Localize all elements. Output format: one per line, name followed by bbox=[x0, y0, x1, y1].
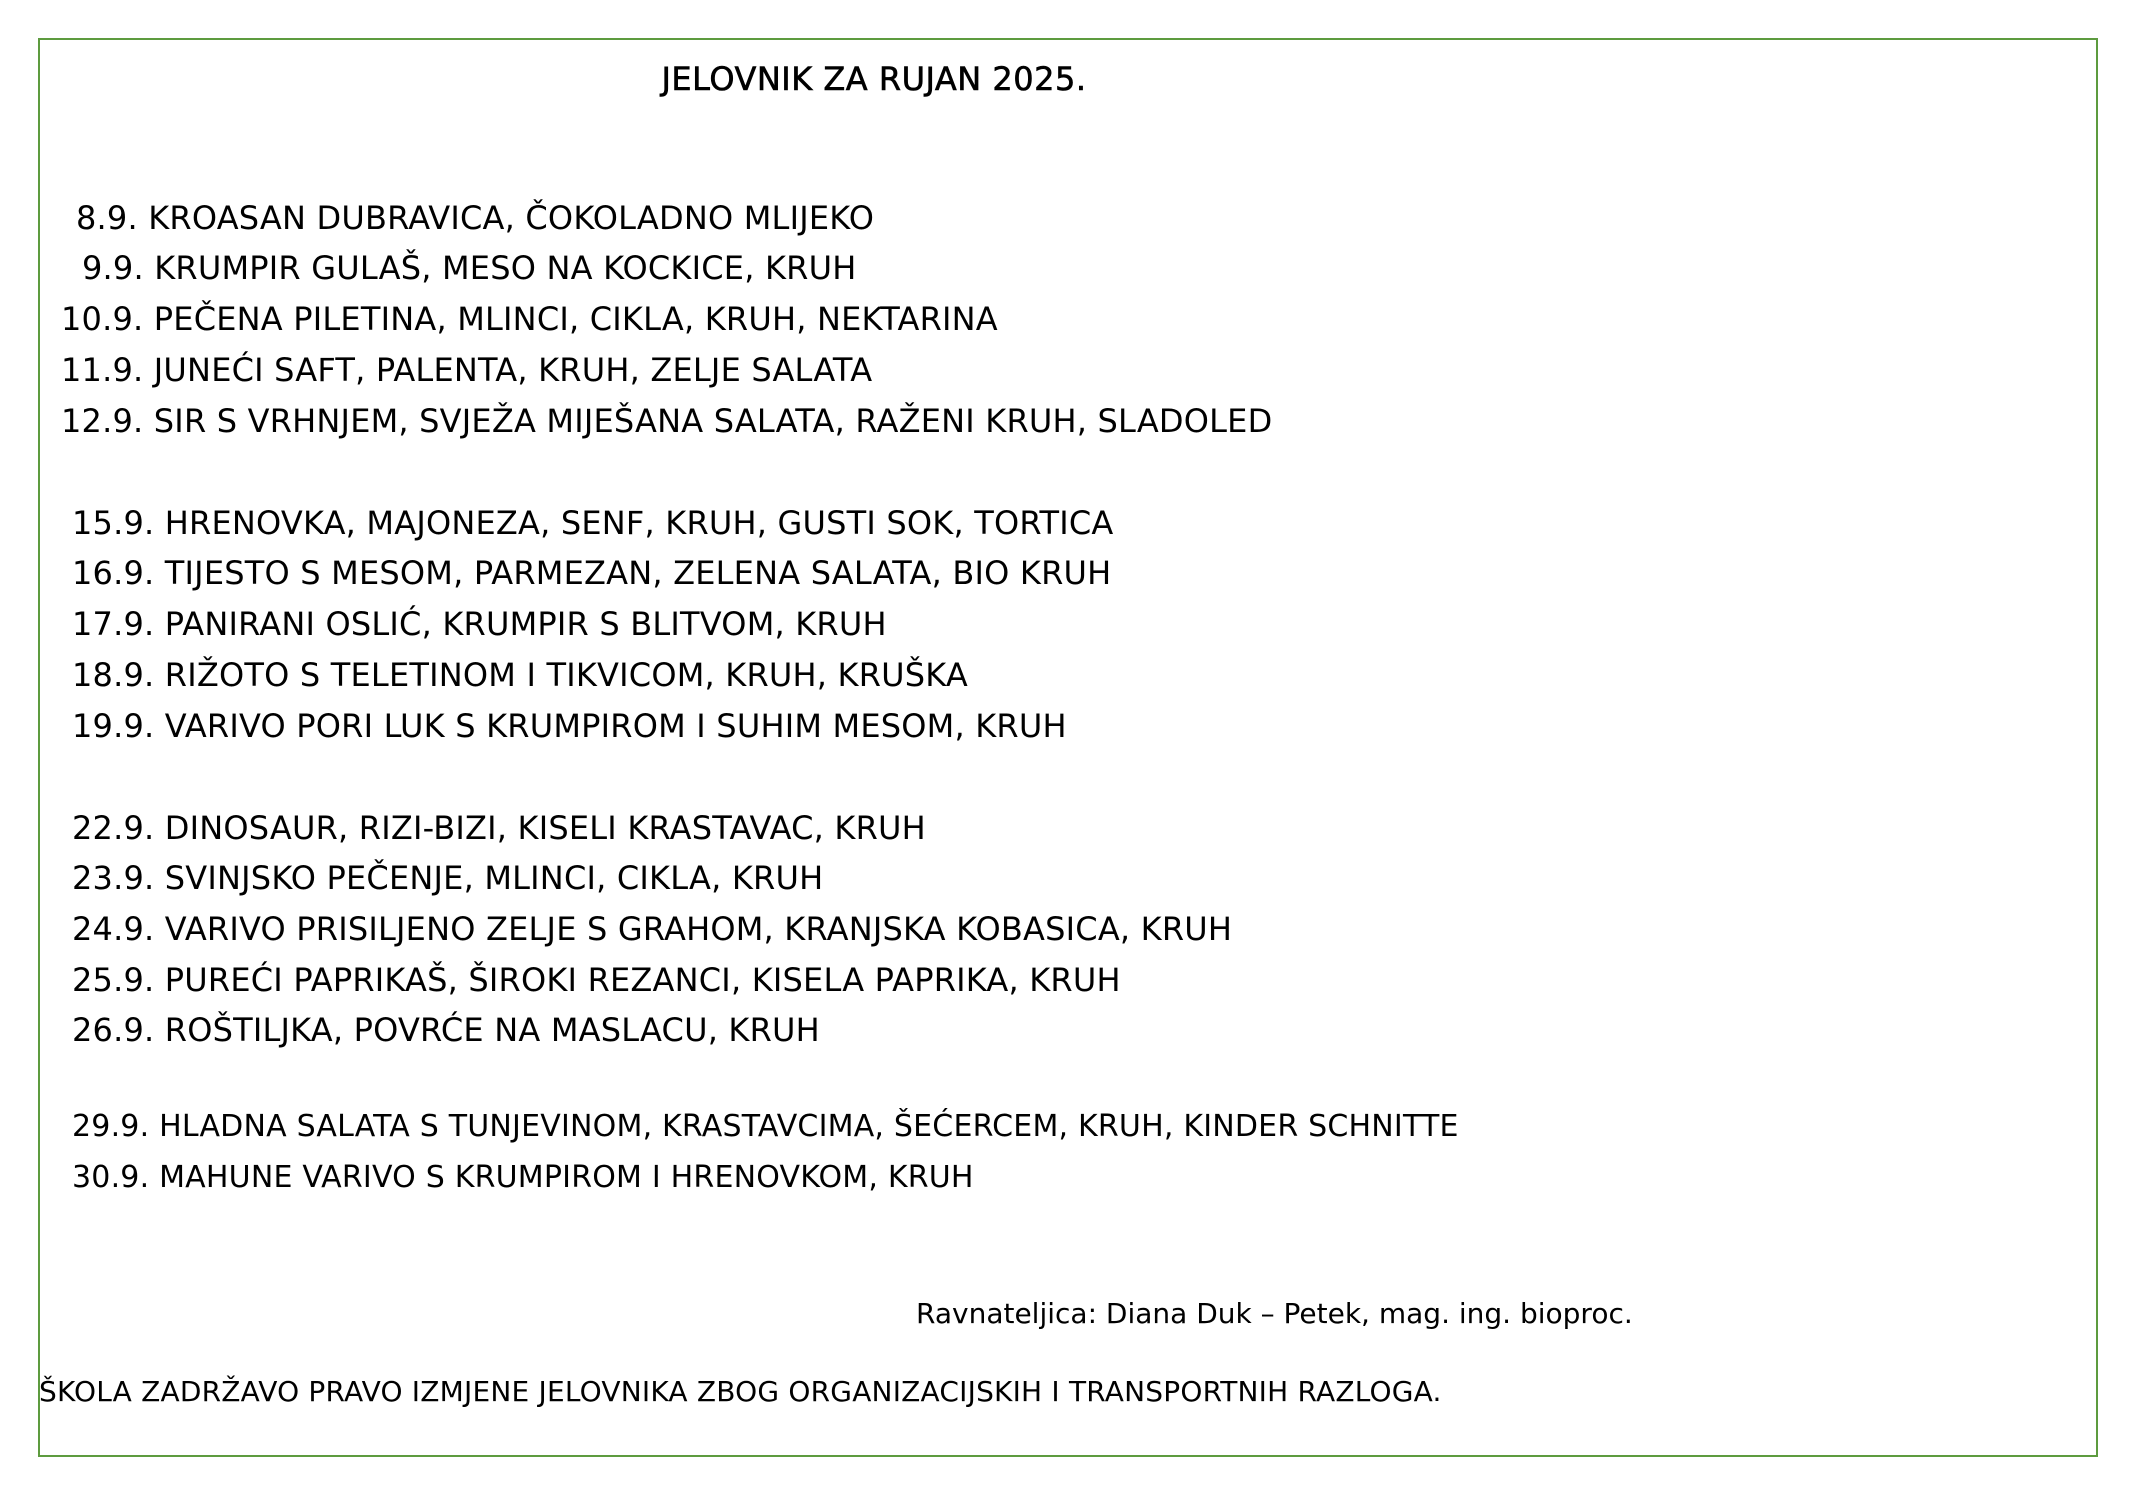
menu-date: 9.9. bbox=[82, 249, 144, 287]
menu-item bbox=[61, 401, 1272, 441]
menu-date: 22.9. bbox=[72, 809, 155, 847]
menu-date: 25.9. bbox=[72, 961, 155, 999]
menu-item bbox=[72, 503, 1114, 543]
menu-text: HLADNA SALATA S TUNJEVINOM, KRASTAVCIMA, ŠEĆERCEM, KRUH, KINDER SCHNITTE bbox=[159, 1109, 1459, 1144]
menu-date: 11.9. bbox=[61, 351, 144, 389]
menu-item bbox=[72, 553, 1111, 593]
menu-text: PANIRANI OSLIĆ, KRUMPIR S BLITVOM, KRUH bbox=[164, 605, 887, 643]
menu-date: 12.9. bbox=[61, 402, 144, 440]
page-title bbox=[0, 60, 2136, 98]
menu-text: KROASAN DUBRAVICA, ČOKOLADNO MLIJEKO bbox=[148, 199, 875, 237]
menu-text: KRUMPIR GULAŠ, MESO NA KOCKICE, KRUH bbox=[154, 249, 857, 287]
menu-date: 19.9. bbox=[72, 707, 155, 745]
menu-text: ROŠTILJKA, POVRĆE NA MASLACU, KRUH bbox=[164, 1011, 820, 1049]
menu-item bbox=[72, 858, 823, 898]
menu-text: DINOSAUR, RIZI-BIZI, KISELI KRASTAVAC, KRUH bbox=[164, 809, 926, 847]
page-title-text: JELOVNIK ZA RUJAN 2025. bbox=[661, 60, 1087, 98]
menu-date: 23.9. bbox=[72, 859, 155, 897]
menu-text: SVINJSKO PEČENJE, MLINCI, CIKLA, KRUH bbox=[164, 859, 824, 897]
menu-text: TIJESTO S MESOM, PARMEZAN, ZELENA SALATA, BIO KRUH bbox=[164, 554, 1112, 592]
menu-date: 8.9. bbox=[76, 199, 138, 237]
menu-text: SIR S VRHNJEM, SVJEŽA MIJEŠANA SALATA, RAŽENI KRUH, SLADOLED bbox=[153, 402, 1273, 440]
menu-text: HRENOVKA, MAJONEZA, SENF, KRUH, GUSTI SOK, TORTICA bbox=[164, 504, 1114, 542]
menu-item bbox=[82, 248, 856, 288]
menu-item bbox=[72, 960, 1121, 1000]
menu-text: MAHUNE VARIVO S KRUMPIROM I HRENOVKOM, KRUH bbox=[159, 1160, 974, 1195]
menu-text: VARIVO PRISILJENO ZELJE S GRAHOM, KRANJSKA KOBASICA, KRUH bbox=[164, 910, 1233, 948]
director-signature: Ravnateljica: Diana Duk – Petek, mag. ing. bioproc. bbox=[916, 1297, 1633, 1330]
menu-item bbox=[72, 706, 1067, 746]
menu-item bbox=[72, 808, 926, 848]
menu-date: 30.9. bbox=[72, 1160, 150, 1195]
menu-item bbox=[61, 299, 998, 339]
menu-date: 15.9. bbox=[72, 504, 155, 542]
menu-date: 16.9. bbox=[72, 554, 155, 592]
menu-date: 10.9. bbox=[61, 300, 144, 338]
menu-text: PUREĆI PAPRIKAŠ, ŠIROKI REZANCI, KISELA PAPRIKA, KRUH bbox=[164, 961, 1121, 999]
menu-text: PEČENA PILETINA, MLINCI, CIKLA, KRUH, NEKTARINA bbox=[153, 300, 998, 338]
menu-text: RIŽOTO S TELETINOM I TIKVICOM, KRUH, KRUŠKA bbox=[164, 656, 968, 694]
menu-item bbox=[61, 350, 872, 390]
menu-item bbox=[72, 1158, 974, 1198]
menu-date: 29.9. bbox=[72, 1109, 150, 1144]
menu-item bbox=[72, 909, 1232, 949]
menu-text: VARIVO PORI LUK S KRUMPIROM I SUHIM MESOM, KRUH bbox=[164, 707, 1067, 745]
menu-text: JUNEĆI SAFT, PALENTA, KRUH, ZELJE SALATA bbox=[153, 351, 873, 389]
menu-item bbox=[72, 604, 887, 644]
menu-item bbox=[72, 1107, 1459, 1147]
menu-date: 24.9. bbox=[72, 910, 155, 948]
menu-item bbox=[76, 198, 874, 238]
menu-date: 18.9. bbox=[72, 656, 155, 694]
menu-item bbox=[72, 655, 968, 695]
menu-item bbox=[72, 1010, 820, 1050]
menu-date: 17.9. bbox=[72, 605, 155, 643]
menu-date: 26.9. bbox=[72, 1011, 155, 1049]
disclaimer-notice: ŠKOLA ZADRŽAVO PRAVO IZMJENE JELOVNIKA ZBOG ORGANIZACIJSKIH I TRANSPORTNIH RAZLOGA. bbox=[39, 1375, 1442, 1408]
